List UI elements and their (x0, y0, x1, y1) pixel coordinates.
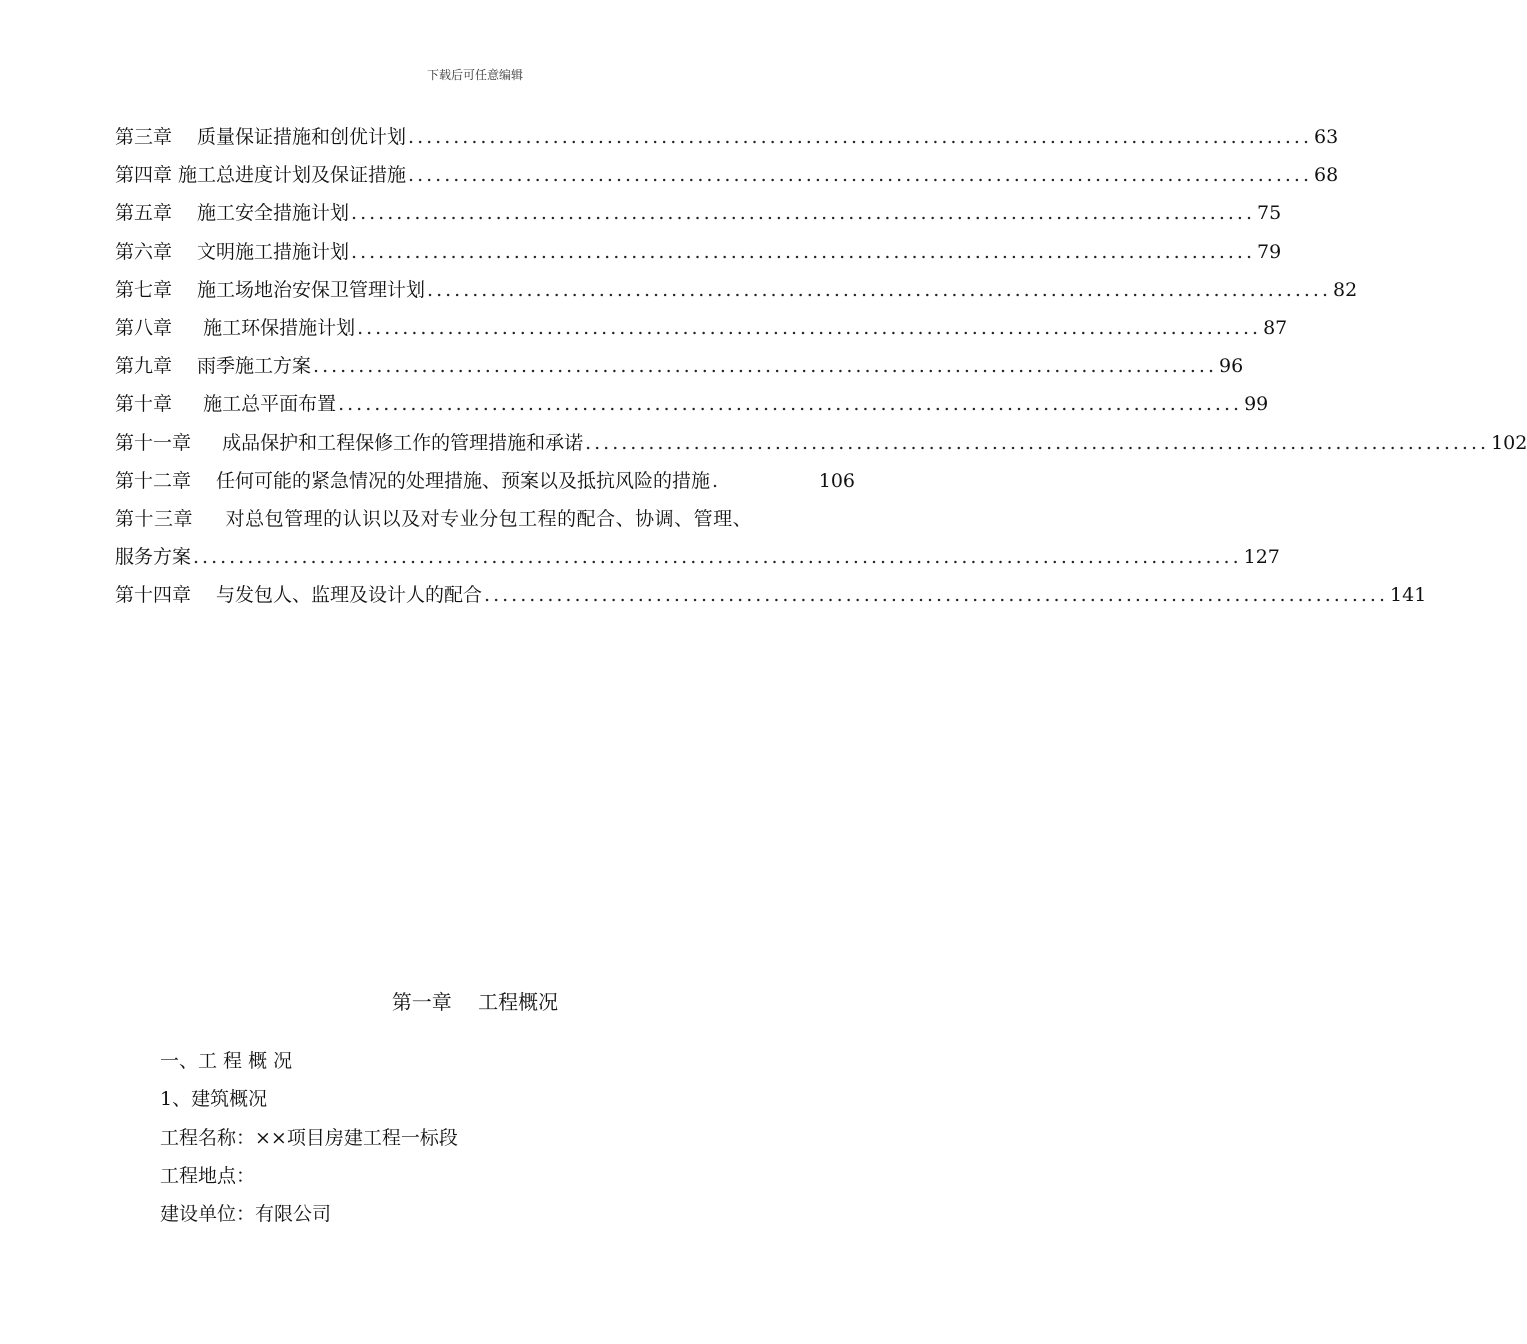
toc-entry-title: 第八章 施工环保措施计划 (115, 316, 356, 339)
toc-entry-page: 102 (1491, 431, 1527, 454)
toc-entry[interactable] (115, 275, 1358, 313)
toc-leader-dots: . (712, 469, 722, 492)
toc-entry-title: 第七章 施工场地治安保卫管理计划 (115, 278, 426, 301)
toc-entry-page: 68 (1314, 164, 1339, 187)
chapter-body (160, 1046, 860, 1237)
toc-leader-dots: .................................................................................................... (351, 240, 1256, 263)
toc-entry-title: 第十二章 任何可能的紧急情况的处理措施、预案以及抵抗风险的措施 (115, 469, 711, 492)
table-of-contents (115, 122, 1527, 618)
toc-entry-title: 第十章 施工总平面布置 (115, 393, 337, 416)
toc-entry-title: 第三章 质量保证措施和创优计划 (115, 126, 407, 148)
toc-leader-dots: .................................................................................................... (585, 431, 1490, 454)
toc-entry-page: 96 (1219, 355, 1244, 378)
toc-entry-page: 99 (1244, 393, 1269, 416)
project-location-line: 工程地点： (160, 1164, 256, 1187)
toc-entry[interactable] (115, 122, 1339, 160)
chapter-title: 第一章 工程概况 (391, 990, 559, 1014)
toc-entry-title: 第九章 雨季施工方案 (115, 355, 312, 378)
toc-leader-dots: .................................................................................................... (357, 316, 1262, 339)
toc-entry-continuation[interactable] (115, 542, 1280, 580)
page-header-note: 下载后可任意编辑 (426, 68, 523, 82)
toc-entry[interactable] (115, 313, 1288, 351)
toc-entry[interactable] (115, 389, 1269, 427)
toc-entry-page: 141 (1390, 584, 1427, 607)
toc-entry-page: 63 (1314, 126, 1339, 148)
toc-entry-page: 79 (1257, 240, 1282, 263)
toc-entry-page: 75 (1257, 202, 1282, 225)
project-name-line: 工程名称：××项目房建工程一标段 (160, 1126, 458, 1149)
toc-entry-page: 87 (1263, 316, 1288, 339)
toc-leader-dots: .................................................................................................................... (193, 546, 1242, 569)
toc-entry-page: 106 (818, 469, 855, 492)
toc-leader-dots: .................................................................................................... (351, 202, 1256, 225)
toc-entry-title: 第十三章 对总包管理的认识以及对专业分包工程的配合、协调、管理、 (115, 507, 753, 530)
toc-entry[interactable] (115, 237, 1282, 275)
toc-entry-title: 第五章 施工安全措施计划 (115, 202, 350, 225)
toc-leader-dots: .................................................................................................... (313, 355, 1218, 378)
toc-entry-title: 第十一章 成品保护和工程保修工作的管理措施和承诺 (115, 431, 584, 454)
toc-entry[interactable] (115, 160, 1339, 198)
toc-entry-title: 第四章 施工总进度计划及保证措施 (115, 164, 407, 187)
toc-entry-title: 服务方案 (115, 546, 192, 569)
toc-leader-dots: .................................................................................................... (408, 126, 1313, 148)
toc-leader-dots: .................................................................................................... (484, 584, 1389, 607)
toc-entry-title: 第六章 文明施工措施计划 (115, 240, 350, 263)
toc-leader-dots: .................................................................................................... (338, 393, 1243, 416)
toc-entry-page: 127 (1243, 546, 1280, 569)
toc-entry[interactable] (115, 504, 855, 542)
subsection-heading: 1、建筑概况 (160, 1088, 268, 1111)
owner-line: 建设单位：有限公司 (160, 1203, 332, 1226)
toc-entry-page: 82 (1333, 278, 1358, 301)
toc-entry[interactable] (115, 351, 1244, 389)
toc-entry[interactable] (115, 466, 855, 504)
section-heading: 一、工 程 概 况 (160, 1050, 293, 1072)
toc-entry[interactable] (115, 198, 1282, 236)
toc-entry-title: 第十四章 与发包人、监理及设计人的配合 (115, 584, 483, 607)
toc-leader-dots: .................................................................................................... (408, 164, 1313, 187)
toc-leader-dots: .................................................................................................... (427, 278, 1332, 301)
toc-entry[interactable] (115, 580, 1427, 618)
toc-entry[interactable] (115, 428, 1527, 466)
